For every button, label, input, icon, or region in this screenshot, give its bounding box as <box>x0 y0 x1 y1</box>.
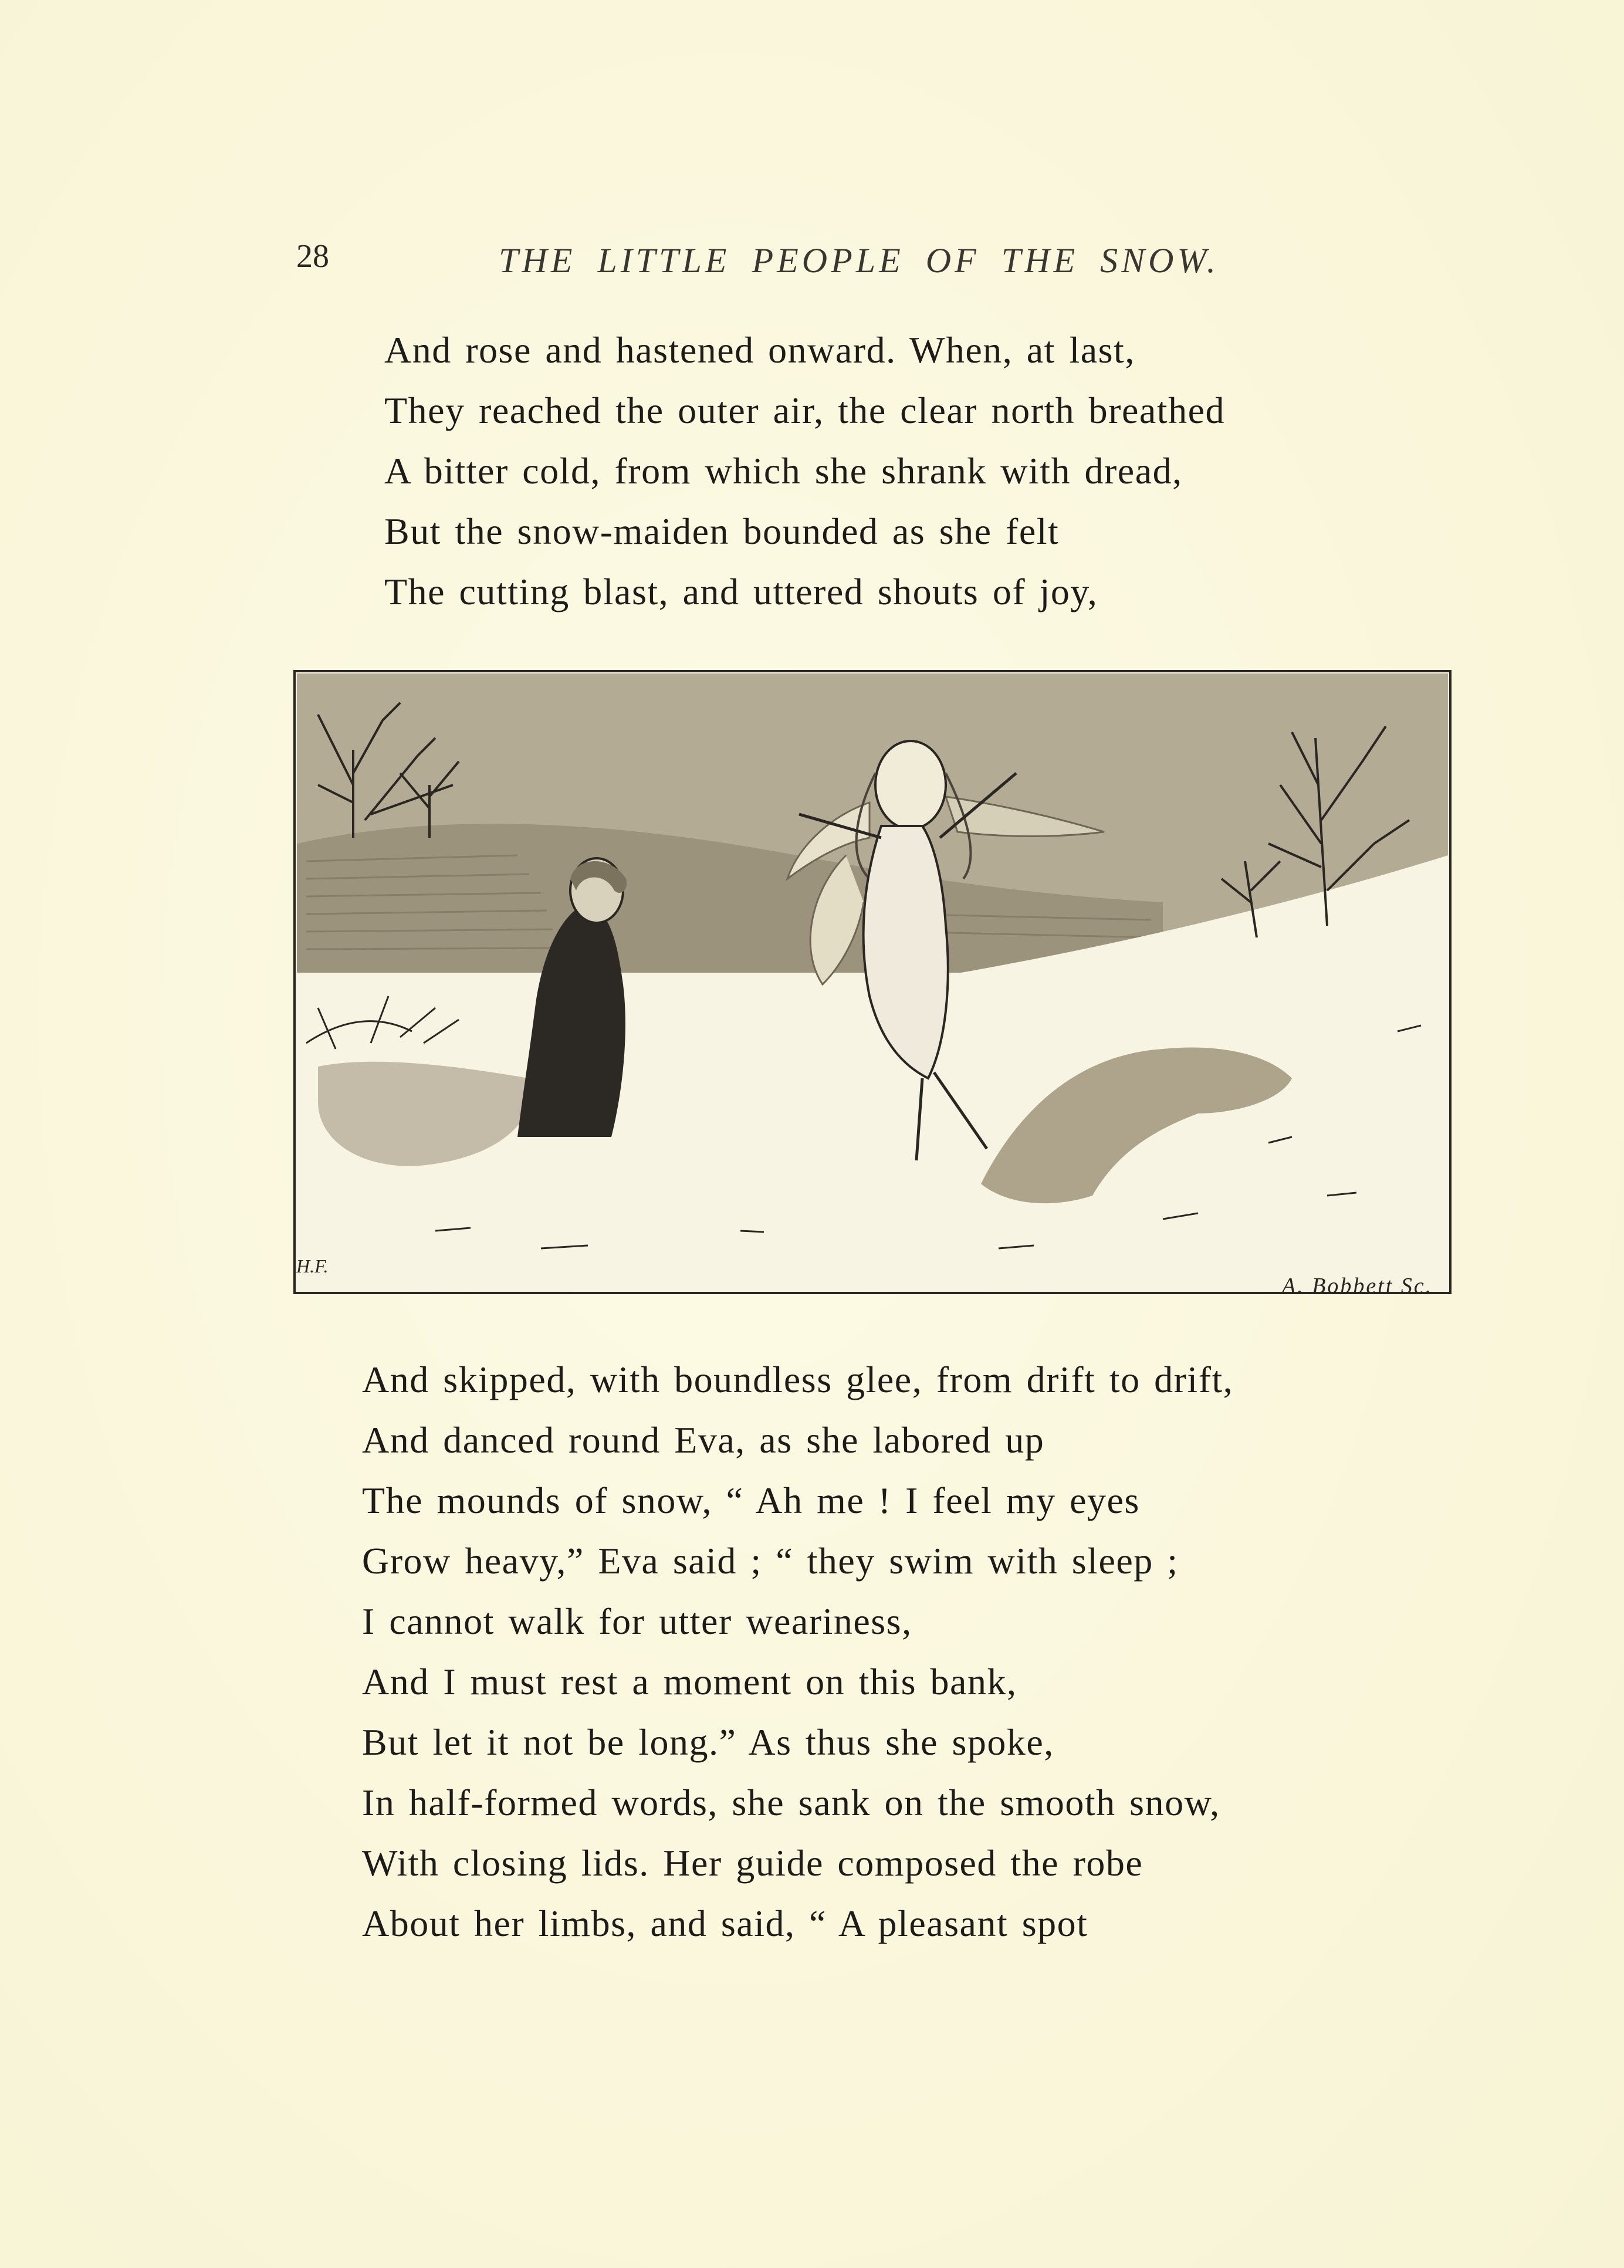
poem-line: The cutting blast, and uttered shouts of joy, <box>384 571 1098 612</box>
poem-stanza-top <box>384 320 1225 622</box>
poem-line: And skipped, with boundless glee, from drift to drift, <box>362 1359 1234 1400</box>
poem-line: And danced round Eva, as she labored up <box>362 1419 1045 1461</box>
poem-line: But let it not be long.” As thus she spoke, <box>362 1721 1054 1763</box>
poem-line: With closing lids. Her guide composed the robe <box>362 1842 1143 1884</box>
poem-line: A bitter cold, from which she shrank with dread, <box>384 450 1183 492</box>
engraving-illustration <box>283 668 1456 1301</box>
poem-line: And I must rest a moment on this bank, <box>362 1661 1017 1702</box>
poem-line: The mounds of snow, “ Ah me ! I feel my eyes <box>362 1480 1140 1521</box>
poem-line: Grow heavy,” Eva said ; “ they swim with sleep ; <box>362 1540 1179 1582</box>
page-number: 28 <box>296 238 329 275</box>
poem-line: They reached the outer air, the clear north breathed <box>384 390 1225 431</box>
engraver-signature: A. Bobbett Sc. <box>1282 1274 1433 1298</box>
poem-line: And rose and hastened onward. When, at last, <box>384 329 1135 371</box>
running-title: THE LITTLE PEOPLE OF THE SNOW. <box>499 241 1219 280</box>
poem-line: In half-formed words, she sank on the smooth snow, <box>362 1782 1220 1823</box>
poem-stanza-bottom <box>362 1349 1233 1954</box>
poem-line: But the snow-maiden bounded as she felt <box>384 510 1060 552</box>
artist-signature: H.F. <box>296 1255 329 1277</box>
poem-line: I cannot walk for utter weariness, <box>362 1600 912 1642</box>
poem-line: About her limbs, and said, “ A pleasant spot <box>362 1903 1088 1944</box>
